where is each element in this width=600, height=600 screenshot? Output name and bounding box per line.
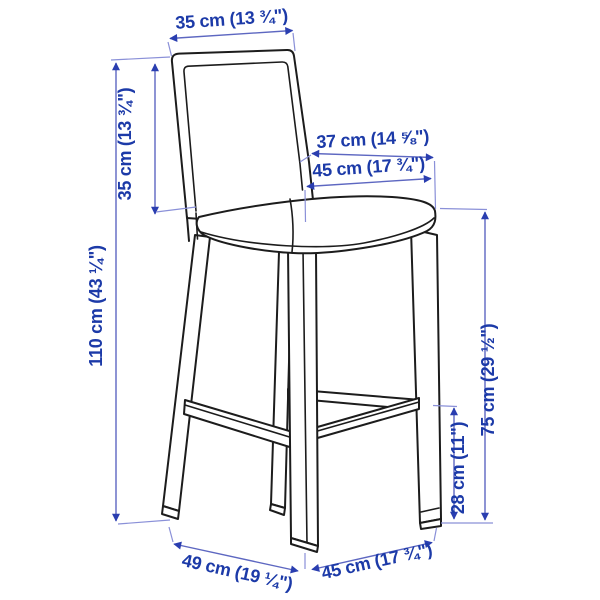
stool-backrest-post xyxy=(187,217,189,241)
stool-left-leg xyxy=(163,235,210,511)
base-depth-label: 49 cm (19 ¼") xyxy=(180,550,295,595)
seat-width-label: 45 cm (17 ¾") xyxy=(311,153,426,181)
bar-stool-illustration xyxy=(162,50,441,552)
total-height-label: 110 cm (43 ¼") xyxy=(86,245,106,367)
seat-depth-label: 37 cm (14 ⅝") xyxy=(315,126,430,152)
dimension-base-depth xyxy=(169,527,305,594)
dimension-base-width xyxy=(312,528,437,583)
seat-height-label: 75 cm (29 ½") xyxy=(478,323,498,437)
backrest-height-label: 35 cm (13 ¾") xyxy=(115,87,135,201)
base-width-label: 45 cm (17 ¾") xyxy=(319,539,434,584)
backrest-width-label: 35 cm (13 ¾") xyxy=(174,5,289,33)
footrest-height-label: 28 cm (11") xyxy=(448,421,468,515)
stool-backrest xyxy=(172,50,313,219)
stool-right-leg xyxy=(411,229,441,523)
dimension-backrest-width xyxy=(168,5,295,56)
stool-front-right-stretcher-top-face xyxy=(314,402,419,432)
